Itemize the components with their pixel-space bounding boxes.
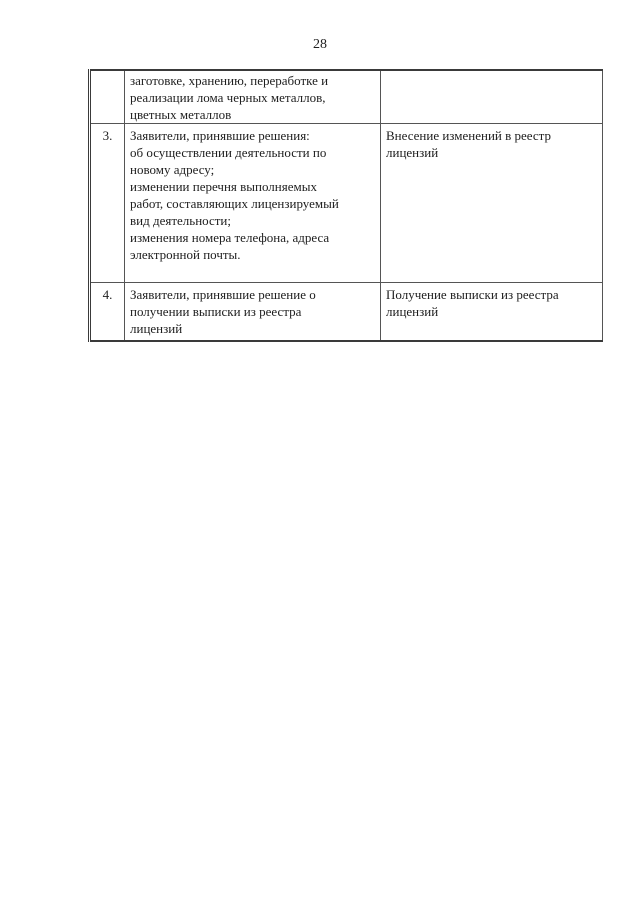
table-row-4 (90, 283, 603, 342)
result-cell (381, 283, 603, 342)
cell-text-line: лицензий (386, 145, 439, 160)
cell-text-line: реализации лома черных металлов, (130, 90, 326, 105)
cell-text-line: работ, составляющих лицензируемый (130, 196, 339, 211)
cell-text-line: заготовке, хранению, переработке и (130, 73, 329, 88)
cell-text-line: Заявители, принявшие решения: (130, 128, 310, 143)
cell-text-line: новому адресу; (130, 162, 215, 177)
cell-text-line: Заявители, принявшие решение о (130, 287, 316, 302)
page-number: 28 (313, 37, 327, 52)
cell-text-line: изменения номера телефона, адреса (130, 230, 330, 245)
cell-text-line: электронной почты. (130, 247, 241, 262)
cell-text-line: об осуществлении деятельности по (130, 145, 327, 160)
table-row-3 (90, 124, 603, 283)
result-cell (381, 70, 603, 124)
applicants-table (88, 69, 603, 342)
row-number-cell (90, 70, 125, 124)
row-number-cell: 4. (90, 283, 125, 342)
result-cell (381, 124, 603, 283)
cell-text-line: лицензий (130, 321, 183, 336)
cell-text-line: Получение выписки из реестра (386, 287, 559, 302)
cell-text-line: цветных металлов (130, 107, 232, 122)
row-number-cell: 3. (90, 124, 125, 283)
cell-text-line: изменении перечня выполняемых (130, 179, 317, 194)
cell-text-line: получении выписки из реестра (130, 304, 302, 319)
applicants-cell (125, 124, 381, 283)
applicants-cell (125, 283, 381, 342)
cell-text-line: лицензий (386, 304, 439, 319)
cell-text-line: Внесение изменений в реестр (386, 128, 551, 143)
cell-text-line: вид деятельности; (130, 213, 231, 228)
applicants-cell (125, 70, 381, 124)
table-row-continuation (90, 70, 603, 124)
